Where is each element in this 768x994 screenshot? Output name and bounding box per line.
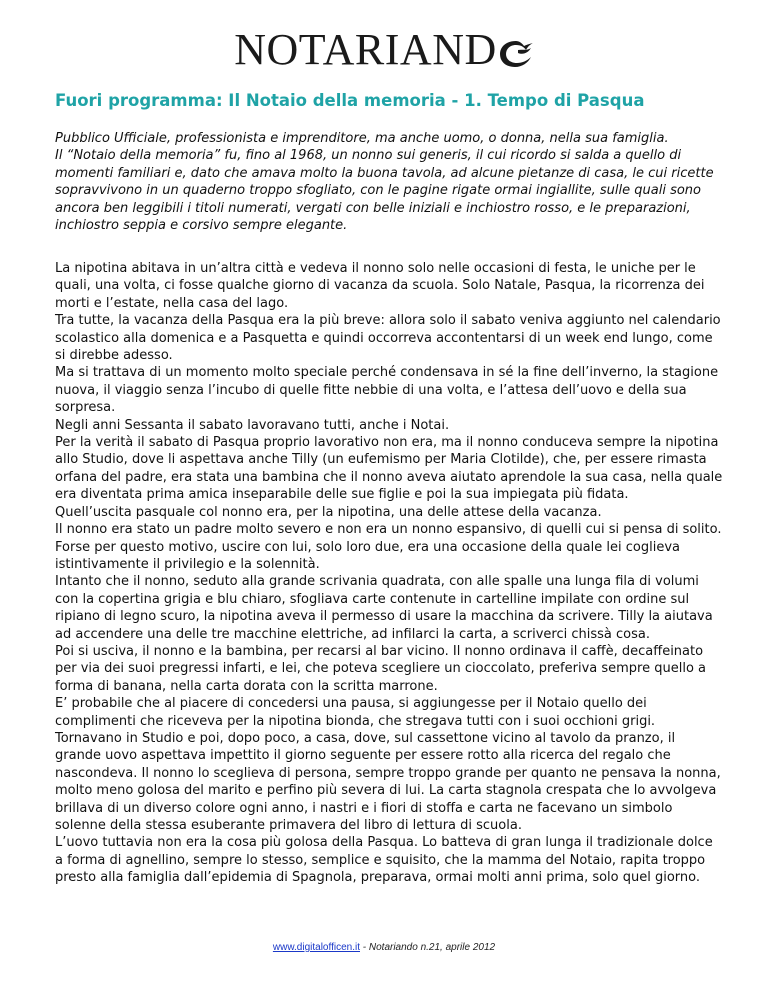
intro-paragraph: Il “Notaio della memoria” fu, fino al 1968, un nonno sui generis, il cui ricordo si salda a quello di momenti familiari e, dato che amava molto la buona tavola, ad alcune pietanze di casa, le cui ricette sopravvivono in un quaderno troppo sfogliato, con le pagine rigate ormai ingiallite, sulle quali sono ancora ben leggibili i titoli numerati, vergati con belle iniziali e inchiostro rosso, e le preparazioni, inchiostro seppia e corsivo sempre elegante. [55, 148, 714, 234]
body-paragraph: Quell’uscita pasquale col nonno era, per la nipotina, una delle attese della vacanza. [55, 504, 602, 520]
page-footer [0, 942, 768, 954]
body-paragraph: Intanto che il nonno, seduto alla grande scrivania quadrata, con alle spalle una lunga fila di volumi con la copertina grigia e blu chiaro, sfogliava carte contenute in cartelline impilate con ordine sul ripiano di legno scuro, la nipotina aveva il permesso di usare la macchina da scrivere. Tilly la aiutava ad accendere una delle tre macchine elettriche, ad infilarci la carta, a scriverci chissà cosa. [55, 574, 713, 642]
footer-note: - Notariando n.21, aprile 2012 [360, 942, 496, 953]
body-paragraph: Tornavano in Studio e poi, dopo poco, a casa, dove, sul cassettone vicino al tavolo da pranzo, il grande uovo aspettava impettito il giorno seguente per essere rotto alla ricerca del regalo che nascondeva. Il nonno lo sceglieva di persona, sempre troppo grande per quanto ne pensava la nonna, molto meno golosa del marito e perfino più severa di lui. La carta stagnola crespata che lo avvolgeva brillava di un diverso colore ogni anno, i nastri e i fiori di stoffa e carta ne facevano un simbolo solenne della stessa esuberante primavera del libro di lettura di scuola. [55, 730, 721, 833]
logo [0, 25, 768, 78]
article-intro [55, 130, 723, 234]
body-paragraph: Tra tutte, la vacanza della Pasqua era la più breve: allora solo il sabato veniva aggiunto nel calendario scolastico alla domenica e a Pasquetta e quindi occorreva accontentarsi di un week end lungo, come si direbbe adesso. [55, 313, 721, 364]
body-paragraph: Per la verità il sabato di Pasqua proprio lavorativo non era, ma il nonno conduceva sempre la nipotina allo Studio, dove li aspettava anche Tilly (un eufemismo per Maria Clotilde), che, per essere rimasta orfana del padre, era stata una bambina che il nonno aveva aiutato aprendole la sua casa, nella quale era diventata prima amica inseparabile delle sue figlie e poi la sua impiegata più fidata. [55, 435, 723, 503]
body-paragraph: Ma si trattava di un momento molto speciale perché condensava in sé la fine dell’inverno, la stagione nuova, il viaggio senza l’incubo di quelle fitte nebbie di una volta, e l’attesa dell’uovo e della sua sorpresa. [55, 365, 719, 416]
body-paragraph: Il nonno era stato un padre molto severo e non era un nonno espansivo, di quelli cui si pensa di solito. Forse per questo motivo, uscire con lui, solo loro due, era una occasione della quale lei coglieva istintivamente il privilegio e la solennità. [55, 522, 722, 572]
body-paragraph: La nipotina abitava in un’altra città e vedeva il nonno solo nelle occasioni di festa, le uniche per le quali, una volta, ci fosse qualche giorno di vacanza da scuola. Solo Natale, Pasqua, la ricorrenza dei morti e l’estate, nella casa del lago. [55, 261, 705, 311]
intro-paragraph: Pubblico Ufficiale, professionista e imprenditore, ma anche uomo, o donna, nella sua famiglia. [55, 131, 669, 146]
ink-swoosh-icon [498, 34, 534, 78]
article-title: Fuori programma: Il Notaio della memoria - 1. Tempo di Pasqua [55, 91, 645, 110]
body-paragraph: Poi si usciva, il nonno e la bambina, per recarsi al bar vicino. Il nonno ordinava il caffè, decaffeinato per via dei suoi pregressi infarti, e lei, che poteva scegliere un cioccolato, preferiva sempre quello a forma di banana, nella carta dorata con la scritta marrone. [55, 643, 707, 694]
footer-link[interactable]: www.digitalofficen.it [272, 942, 360, 953]
logo-text: NOTARIAND [234, 25, 497, 74]
body-paragraph: L’uovo tuttavia non era la cosa più golosa della Pasqua. Lo batteva di gran lunga il tradizionale dolce a forma di agnellino, sempre lo stesso, semplice e squisito, che la mamma del Notaio, rapita troppo presto alla famiglia dall’epidemia di Spagnola, preparava, ormai molti anni prima, solo quel giorno. [55, 835, 713, 886]
article-body [55, 260, 723, 887]
body-paragraph: Negli anni Sessanta il sabato lavoravano tutti, anche i Notai. [55, 417, 450, 433]
body-paragraph: E’ probabile che al piacere di concedersi una pausa, si aggiungesse per il Notaio quello dei complimenti che riceveva per la nipotina bionda, che stregava tutti con i suoi occhioni grigi. [55, 696, 656, 729]
